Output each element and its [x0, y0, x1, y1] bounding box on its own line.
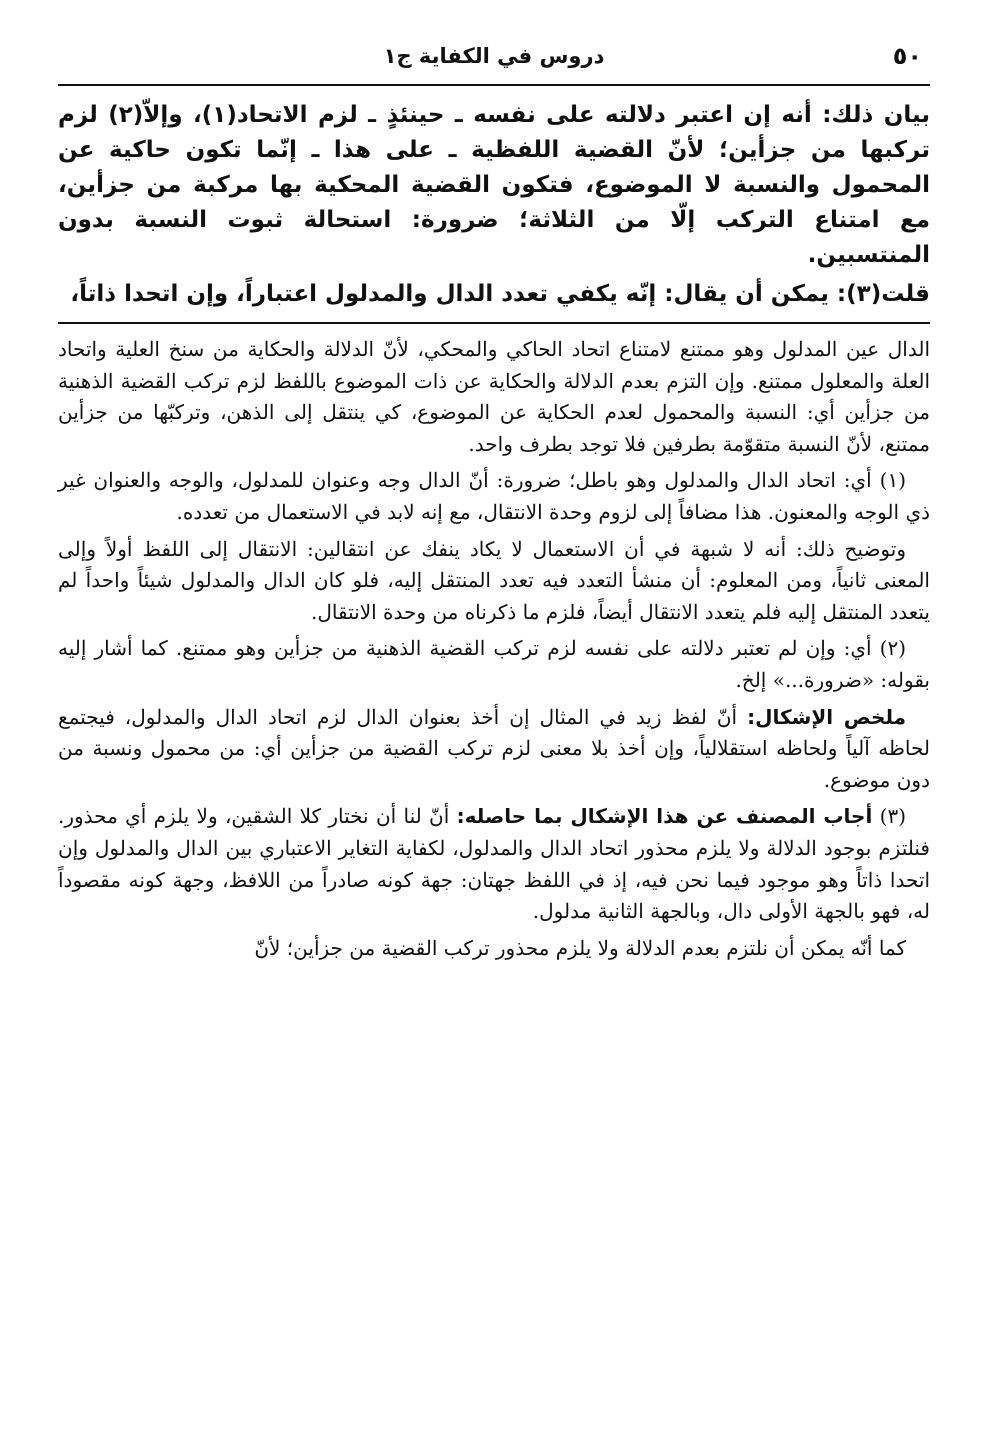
running-title: دروس في الكفاية ج١	[383, 44, 605, 68]
footnote-3-number: (٣)	[872, 804, 906, 829]
main-paragraph: بيان ذلك: أنه إن اعتبر دلالته على نفسه ـ حينئذٍ ـ لزم الاتحاد(١)، وإلاّ(٢) لزم تركبها من جزأين؛ لأنّ القضية اللفظية ـ على هذا ـ إنّما تكون حاكية عن المحمول والنسبة لا الموضوع، فتكون القضية المحكية بها مركبة من جزأين، مع امتناع التركب إلّا من الثلاثة؛ ضرورة: استحالة ثبوت النسبة بدون المنتسبين.	[58, 102, 931, 268]
footnotes	[58, 334, 930, 964]
page-header	[58, 40, 930, 86]
footnote-1: (١) أي: اتحاد الدال والمدلول وهو باطل؛ ضرورة: أنّ الدال وجه وعنوان للمدلول، والوجه والعنوان غير ذي الوجه والمعنون. هذا مضافاً إلى لزوم وحدة الانتقال، مع إنه لابد في الاستعمال من تعدده.	[58, 468, 930, 524]
footnote-1-explanation: وتوضيح ذلك: أنه لا شبهة في أن الاستعمال لا يكاد ينفك عن انتقالين: الانتقال إلى اللفظ أولاً وإلى المعنى ثانياً، ومن المعلوم: أن منشأ التعدد فيه تعدد المنتقل إليه، فلو كان الدال والمدلول شيئاً واحداً لم يتعدد المنتقل إليه فلم يتعدد الانتقال أيضاً، فلزم ما ذكرناه من وحدة الانتقال.	[58, 536, 930, 624]
footnote-3-text: أنّ لنا أن نختار كلا الشقين، ولا يلزم أي محذور. فنلتزم بوجود الدلالة ولا يلزم محذور اتحاد الدال والمدلول، لكفاية التغاير الاعتباري بين الدال والمدلول وإن اتحدا ذاتاً وهو موجود فيما نحن فيه، إذ في اللفظ جهتان: جهة كونه صادراً من اللافظ، وجهة كونه مقصوداً له، فهو بالجهة الأولى دال، وبالجهة الثانية مدلول.	[58, 804, 930, 924]
footnote-3	[58, 801, 930, 927]
summary-label: ملخص الإشكال:	[747, 704, 906, 729]
main-text	[58, 98, 930, 312]
footnote-3-label: أجاب المصنف عن هذا الإشكال بما حاصله:	[456, 804, 873, 829]
book-page	[58, 40, 930, 1440]
footnote-2: (٢) أي: وإن لم تعتبر دلالته على نفسه لزم تركب القضية الذهنية من جزأين وهو ممتنع. كما أشار إليه بقوله: «ضرورة...» إلخ.	[58, 636, 930, 692]
page-number: ٥٠	[892, 42, 922, 70]
main-paragraph: قلت(٣): يمكن أن يقال: إنّه يكفي تعدد الدال والمدلول اعتباراً، وإن اتحدا ذاتاً،	[70, 281, 930, 307]
footnote-separator	[58, 322, 930, 324]
footnote-continuation: الدال عين المدلول وهو ممتنع لامتناع اتحاد الحاكي والمحكي، لأنّ الدلالة والحكاية من سنخ العلية واتحاد العلة والمعلول ممتنع. وإن التزم بعدم الدلالة والحكاية عن ذات الموضوع باللفظ لزم تركب القضية الذهنية من جزأين أي: النسبة والمحمول لعدم الحكاية عن الموضوع، كي ينتقل إلى الذهن، وتركبّها من جزأين ممتنع، لأنّ النسبة متقوّمة بطرفين فلا توجد بطرف واحد.	[58, 337, 930, 456]
summary-text: أنّ لفظ زيد في المثال إن أخذ بعنوان الدال لزم اتحاد الدال والمدلول، فيجتمع لحاظه آلياً ولحاظه استقلالياً، وإن أخذ بلا معنى لزم تركب القضية من جزأين أي: من محمول ونسبة من دون موضوع.	[58, 704, 930, 792]
footnote-final: كما أنّه يمكن أن نلتزم بعدم الدلالة ولا يلزم محذور تركب القضية من جزأين؛ لأنّ	[254, 935, 906, 960]
summary-paragraph	[58, 702, 930, 797]
